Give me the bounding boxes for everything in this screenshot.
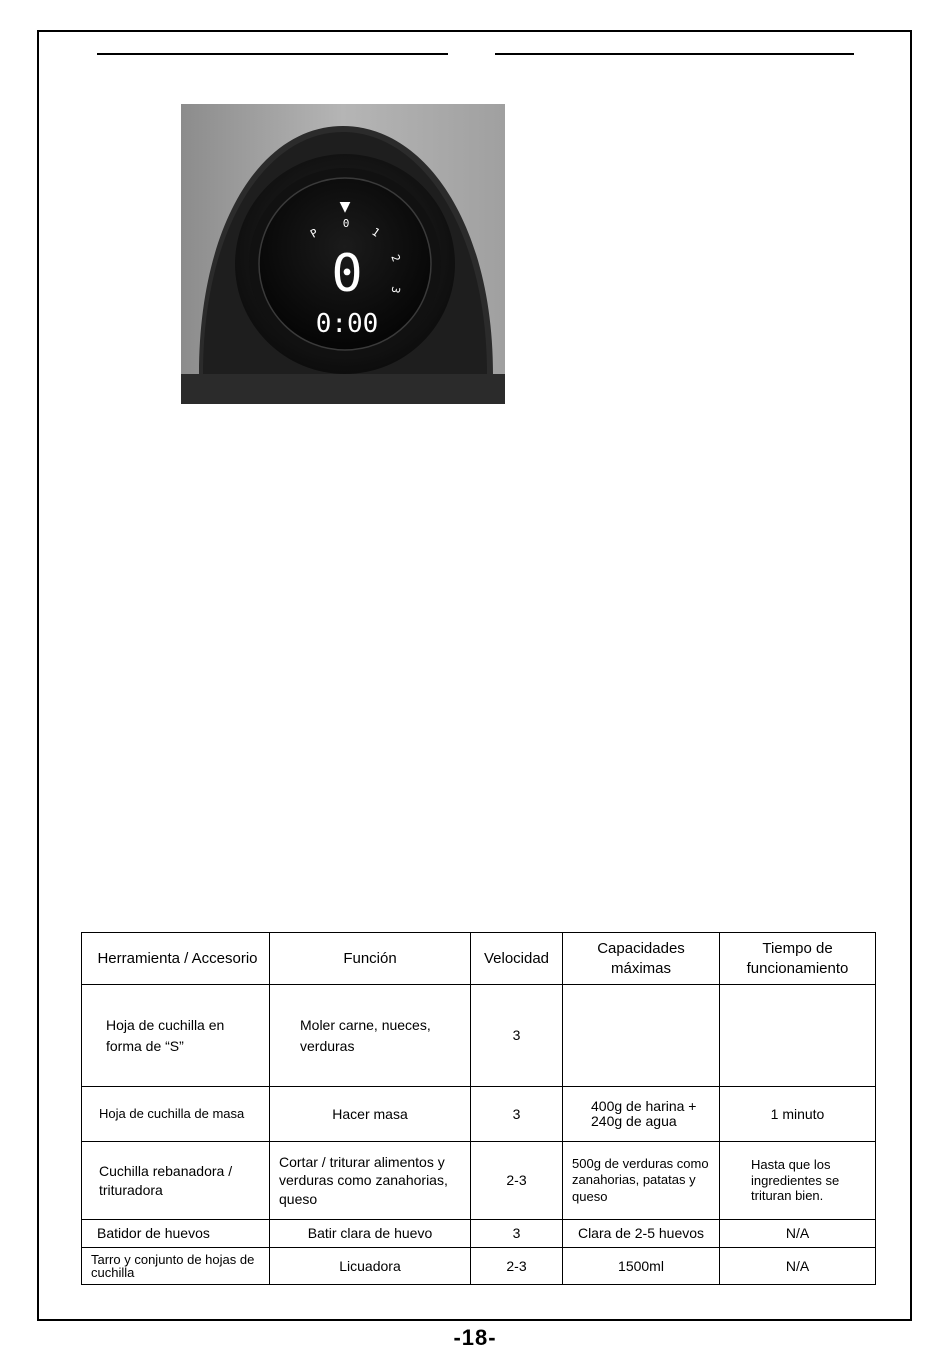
- cell-time: 1 minuto: [720, 1087, 876, 1142]
- speed-mark-2: 2: [388, 252, 403, 264]
- cell-tool: Tarro y conjunto de hojas de cuchilla: [82, 1248, 270, 1285]
- cell-time: [720, 985, 876, 1087]
- speed-mark-1: 1: [369, 225, 383, 240]
- cell-speed: 3: [471, 1220, 563, 1248]
- cell-speed: 2-3: [471, 1248, 563, 1285]
- speed-mark-0: 0: [342, 217, 350, 230]
- cell-speed: 2-3: [471, 1142, 563, 1220]
- page-number: -18-: [453, 1325, 497, 1350]
- cell-tool: Batidor de huevos: [82, 1220, 270, 1248]
- cell-capacity: Clara de 2-5 huevos: [563, 1220, 720, 1248]
- header-capacity: Capacidades máximas: [563, 933, 720, 985]
- cell-time: Hasta que los ingredientes se trituran bien.: [720, 1142, 876, 1220]
- header-tool: Herramienta / Accesorio: [82, 933, 270, 985]
- control-panel-photo: [181, 104, 505, 404]
- header-time: Tiempo de funcionamiento: [720, 933, 876, 985]
- cell-speed: 3: [471, 1087, 563, 1142]
- cell-time: N/A: [720, 1220, 876, 1248]
- cell-tool: Cuchilla rebanadora / trituradora: [82, 1142, 270, 1220]
- table-row: [82, 1220, 876, 1248]
- speed-mark-p: P: [308, 226, 321, 241]
- cell-tool: Hoja de cuchilla en forma de “S”: [82, 985, 270, 1087]
- cell-capacity: 500g de verduras como zanahorias, patatas y queso: [563, 1142, 720, 1220]
- table-row: [82, 1087, 876, 1142]
- speed-indicator-icon: ▼: [339, 199, 351, 215]
- header-rule-right: [495, 53, 854, 55]
- cell-function: Moler carne, nueces, verduras: [270, 985, 471, 1087]
- cell-function: Batir clara de huevo: [270, 1220, 471, 1248]
- table-row: [82, 985, 876, 1087]
- cell-time: N/A: [720, 1248, 876, 1285]
- cell-function: Hacer masa: [270, 1087, 471, 1142]
- cell-capacity: [563, 985, 720, 1087]
- timer-readout: 0:00: [315, 309, 379, 339]
- header-function: Función: [270, 933, 471, 985]
- speed-mark-3: 3: [388, 285, 403, 295]
- cell-function: Cortar / triturar alimentos y verduras como zanahorias, queso: [270, 1142, 471, 1220]
- header-rule-left: [97, 53, 448, 55]
- cell-tool: Hoja de cuchilla de masa: [82, 1087, 270, 1142]
- accessory-table: [81, 932, 876, 1285]
- cell-function: Licuadora: [270, 1248, 471, 1285]
- cell-speed: 3: [471, 985, 563, 1087]
- cell-capacity: 1500ml: [563, 1248, 720, 1285]
- table-header-row: [82, 933, 876, 985]
- table-row: [82, 1248, 876, 1285]
- cell-capacity: 400g de harina + 240g de agua: [563, 1087, 720, 1142]
- speed-digit: 0: [331, 244, 363, 304]
- table-row: [82, 1142, 876, 1220]
- header-speed: Velocidad: [471, 933, 563, 985]
